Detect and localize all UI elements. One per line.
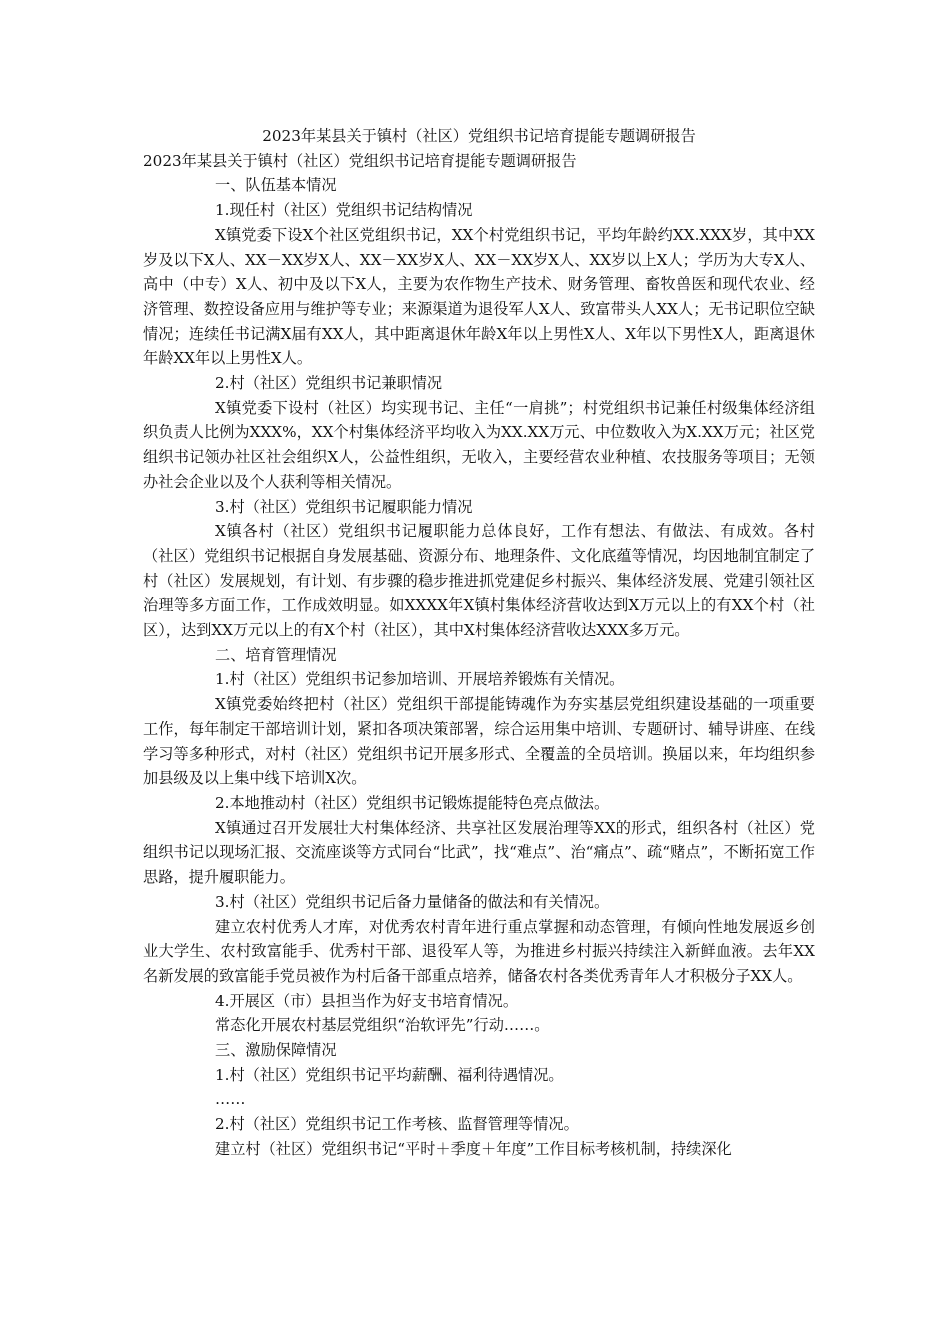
- subsection-heading: 2.本地推动村（社区）党组织书记锻炼提能特色亮点做法。: [215, 793, 610, 812]
- body-paragraph: X镇党委下设X个社区党组织书记，XX个村党组织书记，平均年龄约XX.XXX岁，其中XX岁及以下X人、XX－XX岁X人、XX－XX岁X人、XX－XX岁X人、XX岁以上X人；学历为大专X人、高中（中专）X人、初中及以下X人，主要为农作物生产技术、财务管理、畜牧兽医和现代农业、经济管理、数控设备应用与维护等专业；来源渠道为退役军人X人、致富带头人XX人；无书记职位空缺情况；连续任书记满X届有XX人，其中距离退休年龄X年以上男性X人、X年以下男性X人，距离退休年龄XX年以上男性X人。: [143, 225, 815, 368]
- section-heading: 一、队伍基本情况: [215, 176, 337, 195]
- body-paragraph: 建立农村优秀人才库，对优秀农村青年进行重点掌握和动态管理，有倾向性地发展返乡创业大学生、农村致富能手、优秀村干部、退役军人等，为推进乡村振兴持续注入新鲜血液。去年XX名新发展的致富能手党员被作为村后备干部重点培养，储备农村各类优秀青年人才积极分子XX人。: [143, 917, 815, 985]
- subsection-heading: 3.村（社区）党组织书记履职能力情况: [215, 497, 473, 516]
- subsection-heading: ……: [215, 1090, 246, 1109]
- document-body: [143, 173, 815, 1161]
- subsection-heading: 2.村（社区）党组织书记兼职情况: [215, 374, 443, 393]
- body-paragraph: 常态化开展农村基层党组织“治软评先”行动……。: [215, 1016, 550, 1035]
- document-page: [143, 124, 815, 1162]
- subsection-heading: 1.现任村（社区）党组织书记结构情况: [215, 201, 473, 220]
- subsection-heading: 3.村（社区）党组织书记后备力量储备的做法和有关情况。: [215, 892, 610, 911]
- body-paragraph: X镇各村（社区）党组织书记履职能力总体良好，工作有想法、有做法、有成效。各村（社区）党组织书记根据自身发展基础、资源分布、地理条件、文化底蕴等情况，均因地制宜制定了村（社区）发展规划，有计划、有步骤的稳步推进抓党建促乡村振兴、集体经济发展、党建引领社区治理等多方面工作，工作成效明显。如XXXX年X镇村集体经济营收达到X万元以上的有XX个村（社区），达到XX万元以上的有X个村（社区），其中X村集体经济营收达XXX多万元。: [143, 522, 815, 640]
- subsection-heading: 1.村（社区）党组织书记平均薪酬、福利待遇情况。: [215, 1065, 564, 1084]
- subsection-heading: 2.村（社区）党组织书记工作考核、监督管理等情况。: [215, 1115, 579, 1134]
- section-heading: 二、培育管理情况: [215, 645, 337, 664]
- body-paragraph: X镇通过召开发展壮大村集体经济、共享社区发展治理等XX的形式，组织各村（社区）党组织书记以现场汇报、交流座谈等方式同台“比武”，找“难点”、治“痛点”、疏“赌点”，不断拓宽工作思路，提升履职能力。: [143, 818, 815, 887]
- subsection-heading: 4.开展区（市）县担当作为好支书培育情况。: [215, 991, 519, 1010]
- body-paragraph: X镇党委始终把村（社区）党组织干部提能铸魂作为夯实基层党组织建设基础的一项重要工作，每年制定干部培训计划，紧扣各项决策部署，综合运用集中培训、专题研讨、辅导讲座、在线学习等多种形式，对村（社区）党组织书记开展多形式、全覆盖的全员培训。换届以来，年均组织参加县级及以上集中线下培训X次。: [143, 695, 815, 788]
- subsection-heading: 1.村（社区）党组织书记参加培训、开展培养锻炼有关情况。: [215, 670, 625, 689]
- body-paragraph: 建立村（社区）党组织书记“平时＋季度＋年度”工作目标考核机制，持续深化: [215, 1139, 732, 1158]
- section-heading: 三、激励保障情况: [215, 1041, 337, 1060]
- document-title: 2023年某县关于镇村（社区）党组织书记培育提能专题调研报告: [262, 127, 696, 145]
- body-paragraph: X镇党委下设村（社区）均实现书记、主任“一肩挑”；村党组织书记兼任村级集体经济组织负责人比例为XXX%，XX个村集体经济平均收入为XX.XX万元、中位数收入为X.XX万元；社区党组织书记领办社区社会组织X人，公益性组织，无收入，主要经营农业种植、农技服务等项目；无领办社会企业以及个人获利等相关情况。: [143, 398, 815, 491]
- document-subtitle: 2023年某县关于镇村（社区）党组织书记培育提能专题调研报告: [143, 151, 577, 170]
